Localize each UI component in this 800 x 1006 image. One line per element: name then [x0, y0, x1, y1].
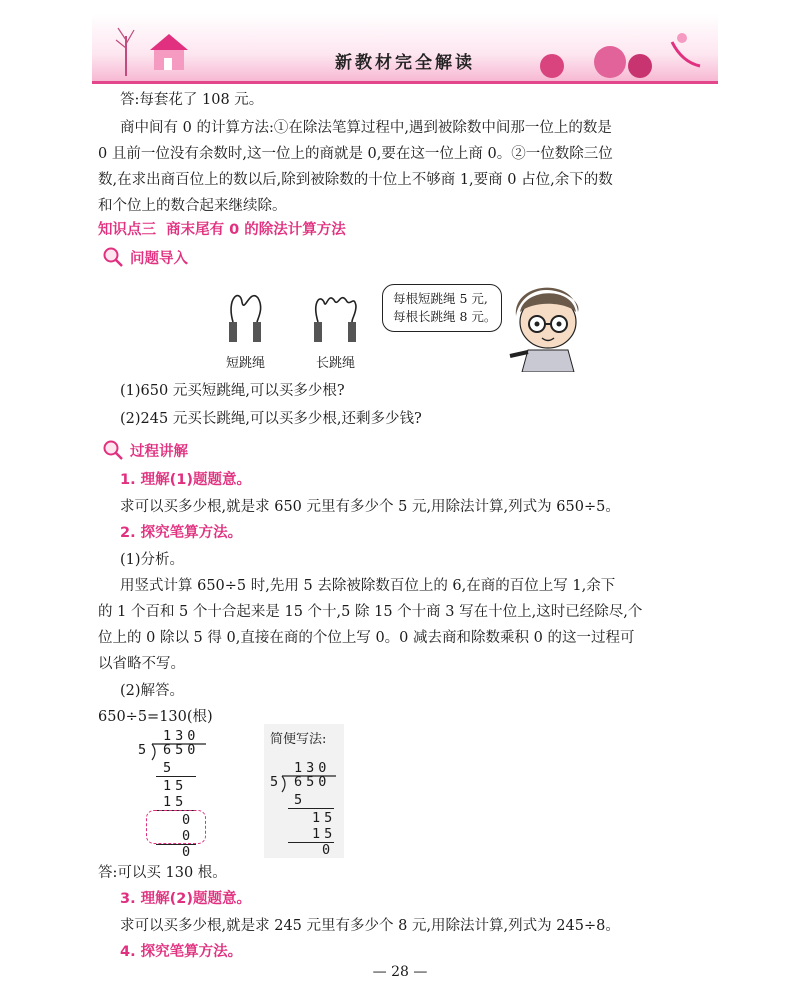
analysis-line-3: 位上的 0 除以 5 得 0,直接在商的个位上写 0。0 减去商和除数乘积 0 的这一过程可 — [98, 630, 635, 646]
analysis-label: (1)分析。 — [120, 552, 185, 568]
speech-bubble — [382, 284, 502, 332]
problem-intro-label: 问题导入 — [130, 250, 188, 267]
magnifier-icon — [102, 439, 124, 461]
solve-label: (2)解答。 — [120, 683, 185, 699]
short-form-label: 简便写法: — [270, 732, 327, 747]
process-heading — [102, 439, 188, 461]
long-dividend: 650 — [163, 742, 200, 758]
method-line-3: 数,在求出商百位上的数以后,除到被除数的十位上不够商 1,要商 0 占位,余下的数 — [98, 172, 613, 188]
header-banner — [92, 14, 718, 84]
long-row: 5 — [163, 760, 172, 776]
problem-intro-heading — [102, 246, 188, 268]
short-dividend: 650 — [294, 774, 331, 790]
long-row: 15 — [163, 778, 188, 794]
short-rule — [288, 808, 334, 809]
bubble-line-2: 每根长跳绳 8 元。 — [393, 309, 497, 324]
method-line-4: 和个位上的数合起来继续除。 — [98, 198, 287, 214]
long-row: 15 — [163, 794, 188, 810]
magnifier-icon — [102, 246, 124, 268]
long-quotient: 130 — [163, 728, 200, 744]
short-quotient: 130 — [294, 760, 331, 776]
short-division — [264, 724, 344, 858]
step2-title: 2. 探究笔算方法。 — [120, 525, 243, 541]
question-2: (2)245 元买长跳绳,可以买多少根,还剩多少钱? — [120, 411, 422, 427]
short-row: 0 — [322, 842, 331, 858]
knowledge-point-title: 知识点三 商末尾有 0 的除法计算方法 — [98, 222, 346, 238]
analysis-line-1: 用竖式计算 650÷5 时,先用 5 去除被除数百位上的 6,在商的百位上写 1,余下 — [120, 578, 616, 594]
long-rope-label: 长跳绳 — [316, 356, 356, 371]
short-rope-icon — [220, 288, 270, 348]
process-label: 过程讲解 — [130, 443, 188, 460]
step1-text: 求可以买多少根,就是求 650 元里有多少个 5 元,用除法计算,列式为 650÷5。 — [120, 499, 620, 515]
answer-130: 答:可以买 130 根。 — [98, 865, 227, 881]
boy-character — [504, 272, 594, 372]
long-divisor: 5 — [138, 742, 147, 758]
long-rule — [156, 776, 196, 777]
bubble-line-1: 每根短跳绳 5 元, — [393, 291, 488, 306]
analysis-line-4: 以省略不写。 — [98, 656, 185, 672]
method-line-2: 0 且前一位没有余数时,这一位上的商就是 0,要在这一位上商 0。②一位数除三位 — [98, 146, 613, 162]
step4-title: 4. 探究笔算方法。 — [120, 944, 243, 960]
short-row: 5 — [294, 792, 303, 808]
short-row: 15 — [312, 826, 337, 842]
short-divisor: 5 — [270, 774, 279, 790]
long-row: 0 — [182, 828, 191, 844]
step3-text: 求可以买多少根,就是求 245 元里有多少个 8 元,用除法计算,列式为 245÷8。 — [120, 918, 620, 934]
method-line-1: 商中间有 0 的计算方法:①在除法笔算过程中,遇到被除数中间那一位上的数是 — [120, 120, 612, 136]
question-1: (1)650 元买短跳绳,可以买多少根? — [120, 383, 345, 399]
page-number: — 28 — — [372, 964, 428, 980]
header-title: 新教材完全解读 — [335, 53, 475, 73]
analysis-line-2: 的 1 个百和 5 个十合起来是 15 个十,5 除 15 个十商 3 写在十位上,这时已经除尽,个 — [98, 604, 643, 620]
long-rope-icon — [308, 288, 362, 348]
equation: 650÷5=130(根) — [98, 709, 213, 725]
step3-title: 3. 理解(2)题题意。 — [120, 891, 251, 907]
omit-highlight — [146, 810, 206, 844]
short-row: 15 — [312, 810, 337, 826]
short-rope-label: 短跳绳 — [226, 356, 266, 371]
long-row: 0 — [182, 812, 191, 828]
answer-line: 答:每套花了 108 元。 — [120, 92, 264, 108]
step1-title: 1. 理解(1)题题意。 — [120, 472, 251, 488]
long-row: 0 — [182, 844, 191, 860]
